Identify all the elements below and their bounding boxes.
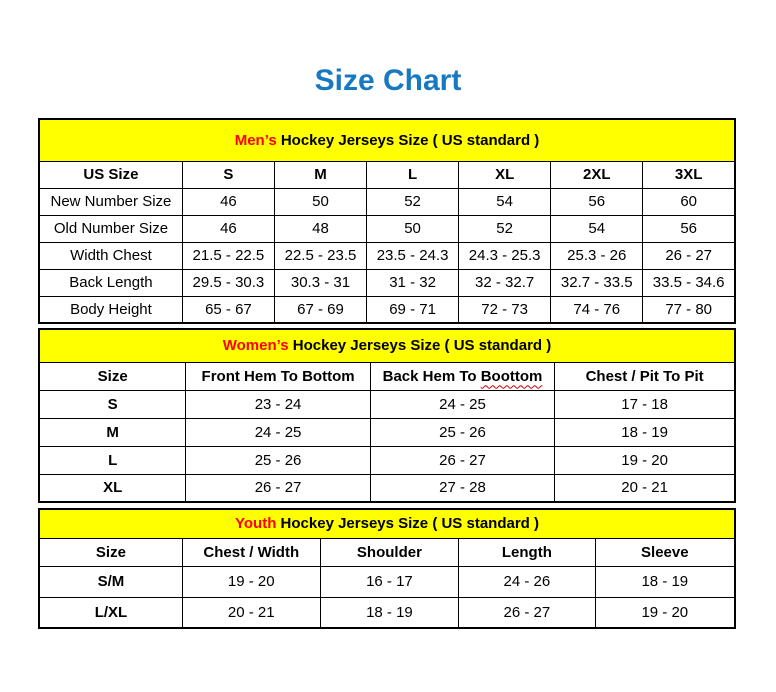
size-value-cell: 74 - 76 (551, 296, 643, 323)
table-row (39, 474, 735, 502)
youth-table-title-highlight: Youth (235, 515, 277, 533)
mens-table-title-rest: Hockey Jerseys Size ( US standard ) (276, 131, 540, 149)
youth-header-row (39, 538, 735, 566)
size-value-cell: 67 - 69 (274, 296, 366, 323)
size-value-cell: 24 - 26 (459, 566, 595, 597)
size-value-cell: 29.5 - 30.3 (182, 269, 274, 296)
size-value-cell: 48 (274, 215, 366, 242)
size-value-cell: 46 (182, 188, 274, 215)
row-label-cell: XL (39, 474, 186, 502)
size-value-cell: 18 - 19 (320, 597, 459, 628)
size-value-cell: 16 - 17 (320, 566, 459, 597)
size-value-cell: 21.5 - 22.5 (182, 242, 274, 269)
table-row (39, 446, 735, 474)
column-header-cell: Chest / Pit To Pit (555, 362, 735, 390)
size-value-cell: 56 (643, 215, 735, 242)
size-value-cell: 27 - 28 (370, 474, 554, 502)
size-value-cell: 24 - 25 (186, 418, 370, 446)
womens-table-title-highlight: Women’s (222, 337, 289, 355)
column-header-cell: Length (459, 538, 595, 566)
table-row (39, 418, 735, 446)
mens-table-title-highlight: Men’s (234, 131, 277, 149)
row-label-cell: Back Length (39, 269, 182, 296)
misspelled-word: Boottom (480, 367, 543, 385)
table-row (39, 296, 735, 323)
size-value-cell: 24 - 25 (370, 390, 554, 418)
size-value-cell: 56 (551, 188, 643, 215)
size-value-cell: 18 - 19 (555, 418, 735, 446)
table-row (39, 269, 735, 296)
size-value-cell: 24.3 - 25.3 (459, 242, 551, 269)
size-value-cell: 22.5 - 23.5 (274, 242, 366, 269)
column-header-cell: US Size (39, 161, 182, 188)
mens-table-title (39, 119, 735, 161)
row-label-cell: M (39, 418, 186, 446)
size-value-cell: 52 (367, 188, 459, 215)
size-value-cell: 50 (367, 215, 459, 242)
row-label-cell: Body Height (39, 296, 182, 323)
page-title: Size Chart (314, 64, 462, 97)
row-label-cell: Width Chest (39, 242, 182, 269)
size-value-cell: 18 - 19 (595, 566, 735, 597)
size-value-cell: 25.3 - 26 (551, 242, 643, 269)
column-header-cell: 3XL (643, 161, 735, 188)
row-label-cell: S/M (39, 566, 182, 597)
size-value-cell: 19 - 20 (595, 597, 735, 628)
table-row (39, 597, 735, 628)
size-value-cell: 65 - 67 (182, 296, 274, 323)
column-header-cell: Chest / Width (182, 538, 320, 566)
size-value-cell: 54 (551, 215, 643, 242)
size-value-cell: 33.5 - 34.6 (643, 269, 735, 296)
column-header-cell: 2XL (551, 161, 643, 188)
womens-table-title-rest: Hockey Jerseys Size ( US standard ) (288, 337, 552, 355)
size-value-cell: 46 (182, 215, 274, 242)
size-value-cell: 23.5 - 24.3 (367, 242, 459, 269)
youth-table-title-rest: Hockey Jerseys Size ( US standard ) (276, 515, 539, 533)
table-row (39, 242, 735, 269)
size-value-cell: 32 - 32.7 (459, 269, 551, 296)
size-value-cell: 50 (274, 188, 366, 215)
size-value-cell: 54 (459, 188, 551, 215)
table-row (39, 566, 735, 597)
size-value-cell: 25 - 26 (370, 418, 554, 446)
womens-size-table (38, 328, 736, 503)
size-value-cell: 26 - 27 (459, 597, 595, 628)
size-value-cell: 17 - 18 (555, 390, 735, 418)
column-header-cell: L (367, 161, 459, 188)
row-label-cell: L/XL (39, 597, 182, 628)
row-label-cell: L (39, 446, 186, 474)
table-row (39, 390, 735, 418)
size-value-cell: 32.7 - 33.5 (551, 269, 643, 296)
size-value-cell: 52 (459, 215, 551, 242)
table-row (39, 215, 735, 242)
size-value-cell: 60 (643, 188, 735, 215)
size-value-cell: 26 - 27 (186, 474, 370, 502)
column-header-cell: Front Hem To Bottom (186, 362, 370, 390)
table-row (39, 188, 735, 215)
column-header-cell (370, 362, 554, 390)
size-value-cell: 69 - 71 (367, 296, 459, 323)
size-value-cell: 72 - 73 (459, 296, 551, 323)
size-value-cell: 19 - 20 (555, 446, 735, 474)
womens-table-band (39, 329, 735, 362)
size-value-cell: 30.3 - 31 (274, 269, 366, 296)
mens-table-band (39, 119, 735, 161)
column-header-cell: Shoulder (320, 538, 459, 566)
youth-table-band (39, 509, 735, 538)
column-header-cell: M (274, 161, 366, 188)
column-header-cell: Sleeve (595, 538, 735, 566)
row-label-cell: Old Number Size (39, 215, 182, 242)
size-value-cell: 20 - 21 (555, 474, 735, 502)
row-label-cell: S (39, 390, 186, 418)
row-label-cell: New Number Size (39, 188, 182, 215)
mens-header-row (39, 161, 735, 188)
size-value-cell: 77 - 80 (643, 296, 735, 323)
column-header-text: Back Hem To (382, 367, 481, 385)
size-value-cell: 26 - 27 (370, 446, 554, 474)
size-value-cell: 25 - 26 (186, 446, 370, 474)
size-value-cell: 20 - 21 (182, 597, 320, 628)
size-value-cell: 19 - 20 (182, 566, 320, 597)
womens-header-row (39, 362, 735, 390)
size-value-cell: 23 - 24 (186, 390, 370, 418)
column-header-cell: Size (39, 538, 182, 566)
youth-table-title (39, 509, 735, 538)
womens-table-title (39, 329, 735, 362)
column-header-cell: Size (39, 362, 186, 390)
mens-size-table (38, 118, 736, 324)
size-value-cell: 26 - 27 (643, 242, 735, 269)
youth-size-table (38, 508, 736, 629)
column-header-cell: XL (459, 161, 551, 188)
size-value-cell: 31 - 32 (367, 269, 459, 296)
column-header-cell: S (182, 161, 274, 188)
